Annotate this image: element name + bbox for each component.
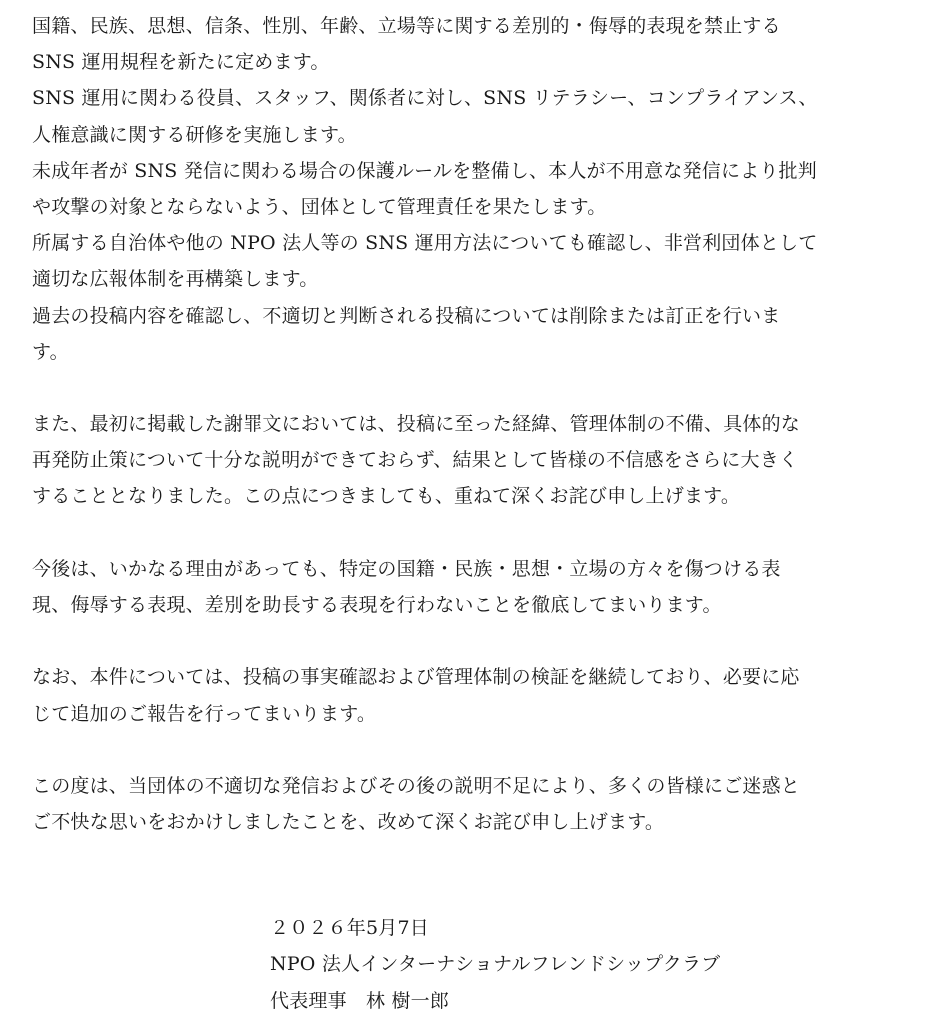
paragraph-gap — [32, 732, 918, 768]
paragraph-closing — [32, 768, 918, 840]
policy-line: 人権意識に関する研修を実施します。 — [32, 123, 357, 146]
paragraph-line: じて追加のご報告を行ってまいります。 — [32, 702, 377, 725]
signature-organization: NPO 法人インターナショナルフレンドシップクラブ — [270, 953, 721, 976]
signature-representative: 代表理事 林 樹一郎 — [270, 989, 450, 1012]
policy-line: 過去の投稿内容を確認し、不適切と判断される投稿については削除または訂正を行いま — [32, 304, 781, 327]
paragraph-apology — [32, 406, 918, 515]
paragraph-line: 再発防止策について十分な説明ができておらず、結果として皆様の不信感をさらに大きく — [32, 449, 799, 472]
policy-line: 未成年者が SNS 発信に関わる場合の保護ルールを整備し、本人が不用意な発信により批判 — [32, 159, 817, 182]
paragraph-line: また、最初に掲載した謝罪文においては、投稿に至った経緯、管理体制の不備、具体的な — [32, 413, 801, 436]
paragraph-commitment — [32, 551, 918, 623]
paragraph-line: なお、本件については、投稿の事実確認および管理体制の検証を継続しており、必要に応 — [32, 666, 800, 689]
signature-block — [270, 910, 720, 1019]
paragraph-line: 今後は、いかなる理由があっても、特定の国籍・民族・思想・立場の方々を傷つける表 — [32, 557, 781, 580]
policy-line: す。 — [32, 340, 69, 363]
policy-line: や攻撃の対象とならないよう、団体として管理責任を果たします。 — [32, 195, 607, 218]
paragraph-gap — [32, 623, 918, 659]
paragraph-gap — [32, 515, 918, 551]
document-body — [32, 8, 918, 840]
paragraph-line: ご不快な思いをおかけしましたことを、改めて深くお詫び申し上げます。 — [32, 811, 665, 834]
paragraph-line: することとなりました。この点につきましても、重ねて深くお詫び申し上げます。 — [32, 485, 741, 508]
policy-list — [32, 8, 918, 370]
policy-line: SNS 運用規程を新たに定めます。 — [32, 51, 330, 74]
paragraph-line: 現、侮辱する表現、差別を助長する表現を行わないことを徹底してまいります。 — [32, 594, 722, 616]
paragraph-followup — [32, 659, 918, 731]
policy-line: 所属する自治体や他の NPO 法人等の SNS 運用方法についても確認し、非営利団体として — [32, 232, 818, 255]
paragraph-gap — [32, 370, 918, 406]
policy-line: 国籍、民族、思想、信条、性別、年齢、立場等に関する差別的・侮辱的表現を禁止する — [32, 15, 781, 37]
policy-line: 適切な広報体制を再構築します。 — [32, 268, 319, 291]
paragraph-line: この度は、当団体の不適切な発信およびその後の説明不足により、多くの皆様にご迷惑と — [32, 774, 801, 797]
signature-date: ２０２６年5月7日 — [270, 917, 429, 939]
policy-line: SNS 運用に関わる役員、スタッフ、関係者に対し、SNS リテラシー、コンプライアンス、 — [32, 87, 818, 110]
